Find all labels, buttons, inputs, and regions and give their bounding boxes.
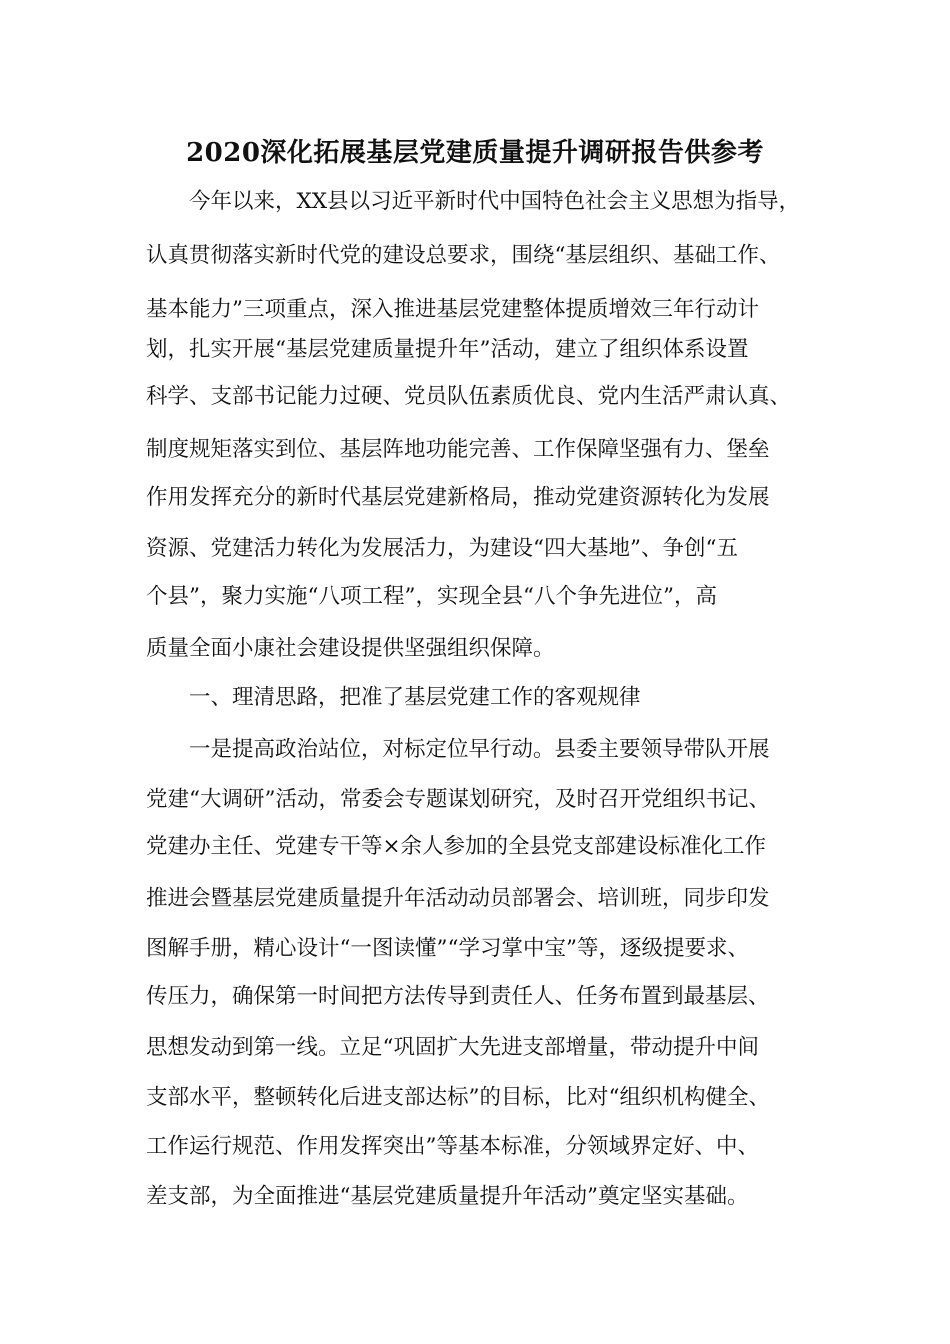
paragraph-line: 资源、党建活力转化为发展活力，为建设“四大基地”、争创“五 [146, 536, 738, 561]
paragraph-line: 思想发动到第一线。立足“巩固扩大先进支部增量，带动提升中间 [146, 1035, 759, 1060]
paragraph-line: 差支部，为全面推进“基层党建质量提升年活动”奠定坚实基础。 [146, 1184, 749, 1209]
paragraph-line: 质量全面小康社会建设提供坚强组织保障。 [146, 636, 555, 661]
paragraph-line: 认真贯彻落实新时代党的建设总要求，围绕“基层组织、基础工作、 [146, 243, 781, 268]
document-title: 2020深化拓展基层党建质量提升调研报告供参考 [186, 138, 764, 168]
paragraph-line: 工作运行规范、作用发挥突出”等基本标准，分领域界定好、中、 [146, 1134, 759, 1159]
paragraph-line: 作用发挥充分的新时代基层党建新格局，推动党建资源转化为发展 [146, 485, 770, 510]
paragraph-line: 今年以来，XX县以习近平新时代中国特色社会主义思想为指导， [189, 189, 801, 214]
paragraph-line: 党建“大调研”活动，常委会专题谋划研究，及时召开党组织书记、 [146, 787, 770, 812]
paragraph-line: 推进会暨基层党建质量提升年活动动员部署会、培训班，同步印发 [146, 886, 770, 911]
section-heading: 一、理清思路，把准了基层党建工作的客观规律 [189, 685, 641, 710]
paragraph-line: 划，扎实开展“基层党建质量提升年”活动，建立了组织体系设置 [146, 337, 749, 362]
paragraph-line: 制度规矩落实到位、基层阵地功能完善、工作保障坚强有力、堡垒 [146, 437, 770, 462]
paragraph-line: 支部水平，整顿转化后进支部达标”的目标，比对“组织机构健全、 [146, 1085, 770, 1110]
paragraph-line: 传压力，确保第一时间把方法传导到责任人、任务布置到最基层、 [146, 984, 770, 1009]
paragraph-line: 图解手册，精心设计“一图读懂”“学习掌中宝”等，逐级提要求、 [146, 936, 749, 961]
paragraph-line: 一是提高政治站位，对标定位早行动。县委主要领导带队开展 [189, 737, 770, 762]
paragraph-line: 科学、支部书记能力过硬、党员队伍素质优良、党内生活严肃认真、 [146, 384, 792, 409]
paragraph-line: 基本能力”三项重点，深入推进基层党建整体提质增效三年行动计 [146, 297, 759, 322]
paragraph-line: 党建办主任、党建专干等×余人参加的全县党支部建设标准化工作 [146, 834, 767, 859]
paragraph-line: 个县”，聚力实施“八项工程”，实现全县“八个争先进位”，高 [146, 584, 717, 609]
